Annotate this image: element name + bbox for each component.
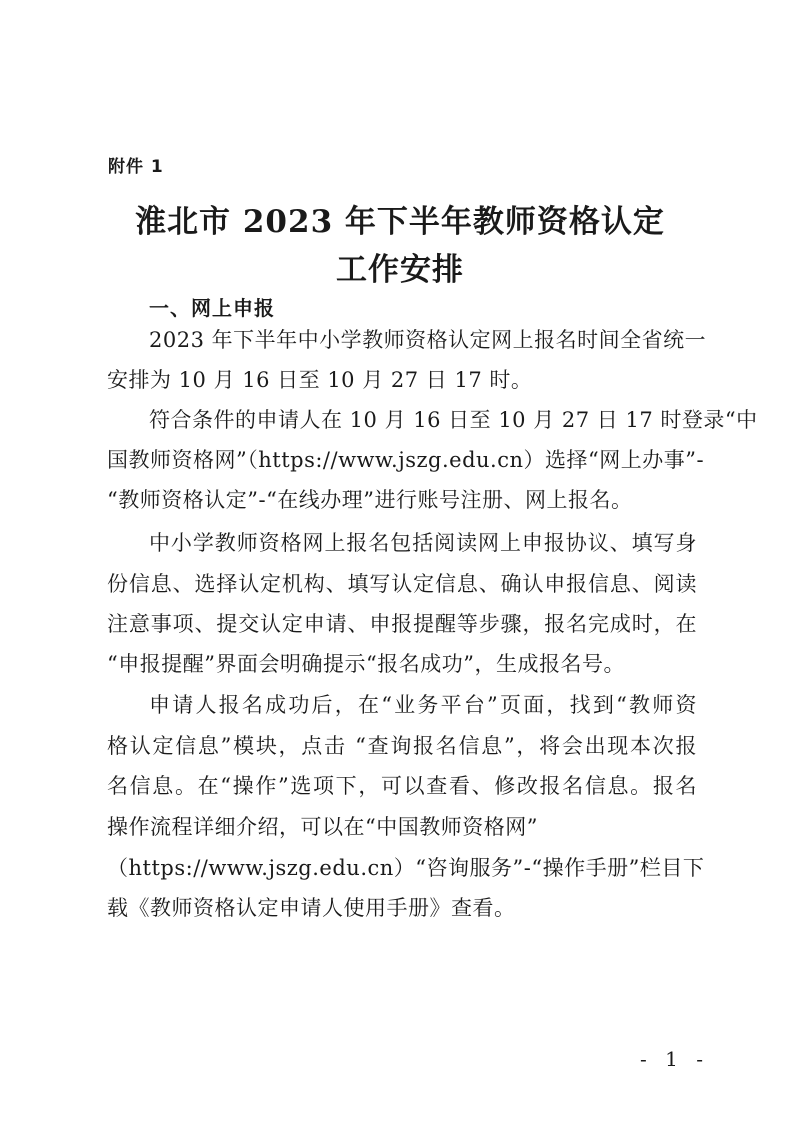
paragraph-line: 名信息。在“操作”选项下，可以查看、修改报名信息。报名: [107, 774, 697, 798]
page-number: - 1 -: [640, 1047, 709, 1071]
paragraph-line: “申报提醒”界面会明确提示“报名成功”，生成报名号。: [107, 652, 625, 676]
paragraph-line: 格认定信息”模块，点击 “查询报名信息”，将会出现本次报: [107, 734, 697, 758]
paragraph-line: 份信息、选择认定机构、填写认定信息、确认申报信息、阅读: [107, 572, 697, 596]
paragraph-line: 中小学教师资格网上报名包括阅读网上申报协议、填写身: [149, 531, 697, 555]
paragraph-line: “教师资格认定”-“在线办理”进行账号注册、网上报名。: [107, 488, 633, 512]
paragraph-line: 操作流程详细介绍，可以在“中国教师资格网”: [107, 815, 538, 839]
attachment-label: 附件 1: [108, 157, 164, 177]
paragraph-line: 2023 年下半年中小学教师资格认定网上报名时间全省统一: [149, 328, 707, 352]
paragraph-line: （https://www.jszg.edu.cn）“咨询服务”-“操作手册”栏目下: [107, 856, 705, 880]
paragraph-line: 国教师资格网”（https://www.jszg.edu.cn）选择“网上办事”-: [107, 448, 705, 472]
paragraph-line: 申请人报名成功后，在“业务平台”页面，找到“教师资: [149, 693, 697, 717]
paragraph-line: 符合条件的申请人在 10 月 16 日至 10 月 27 日 17 时登录“中: [149, 408, 758, 432]
paragraph-line: 载《教师资格认定申请人使用手册》查看。: [107, 896, 516, 920]
document-title-line-2: 工作安排: [336, 252, 464, 288]
document-title-line-1: 淮北市 2023 年下半年教师资格认定: [135, 204, 665, 240]
paragraph-line: 注意事项、提交认定申请、申报提醒等步骤，报名完成时，在: [107, 612, 697, 636]
paragraph-line: 安排为 10 月 16 日至 10 月 27 日 17 时。: [107, 368, 533, 392]
section-heading-online-application: 一、网上申报: [149, 296, 275, 320]
